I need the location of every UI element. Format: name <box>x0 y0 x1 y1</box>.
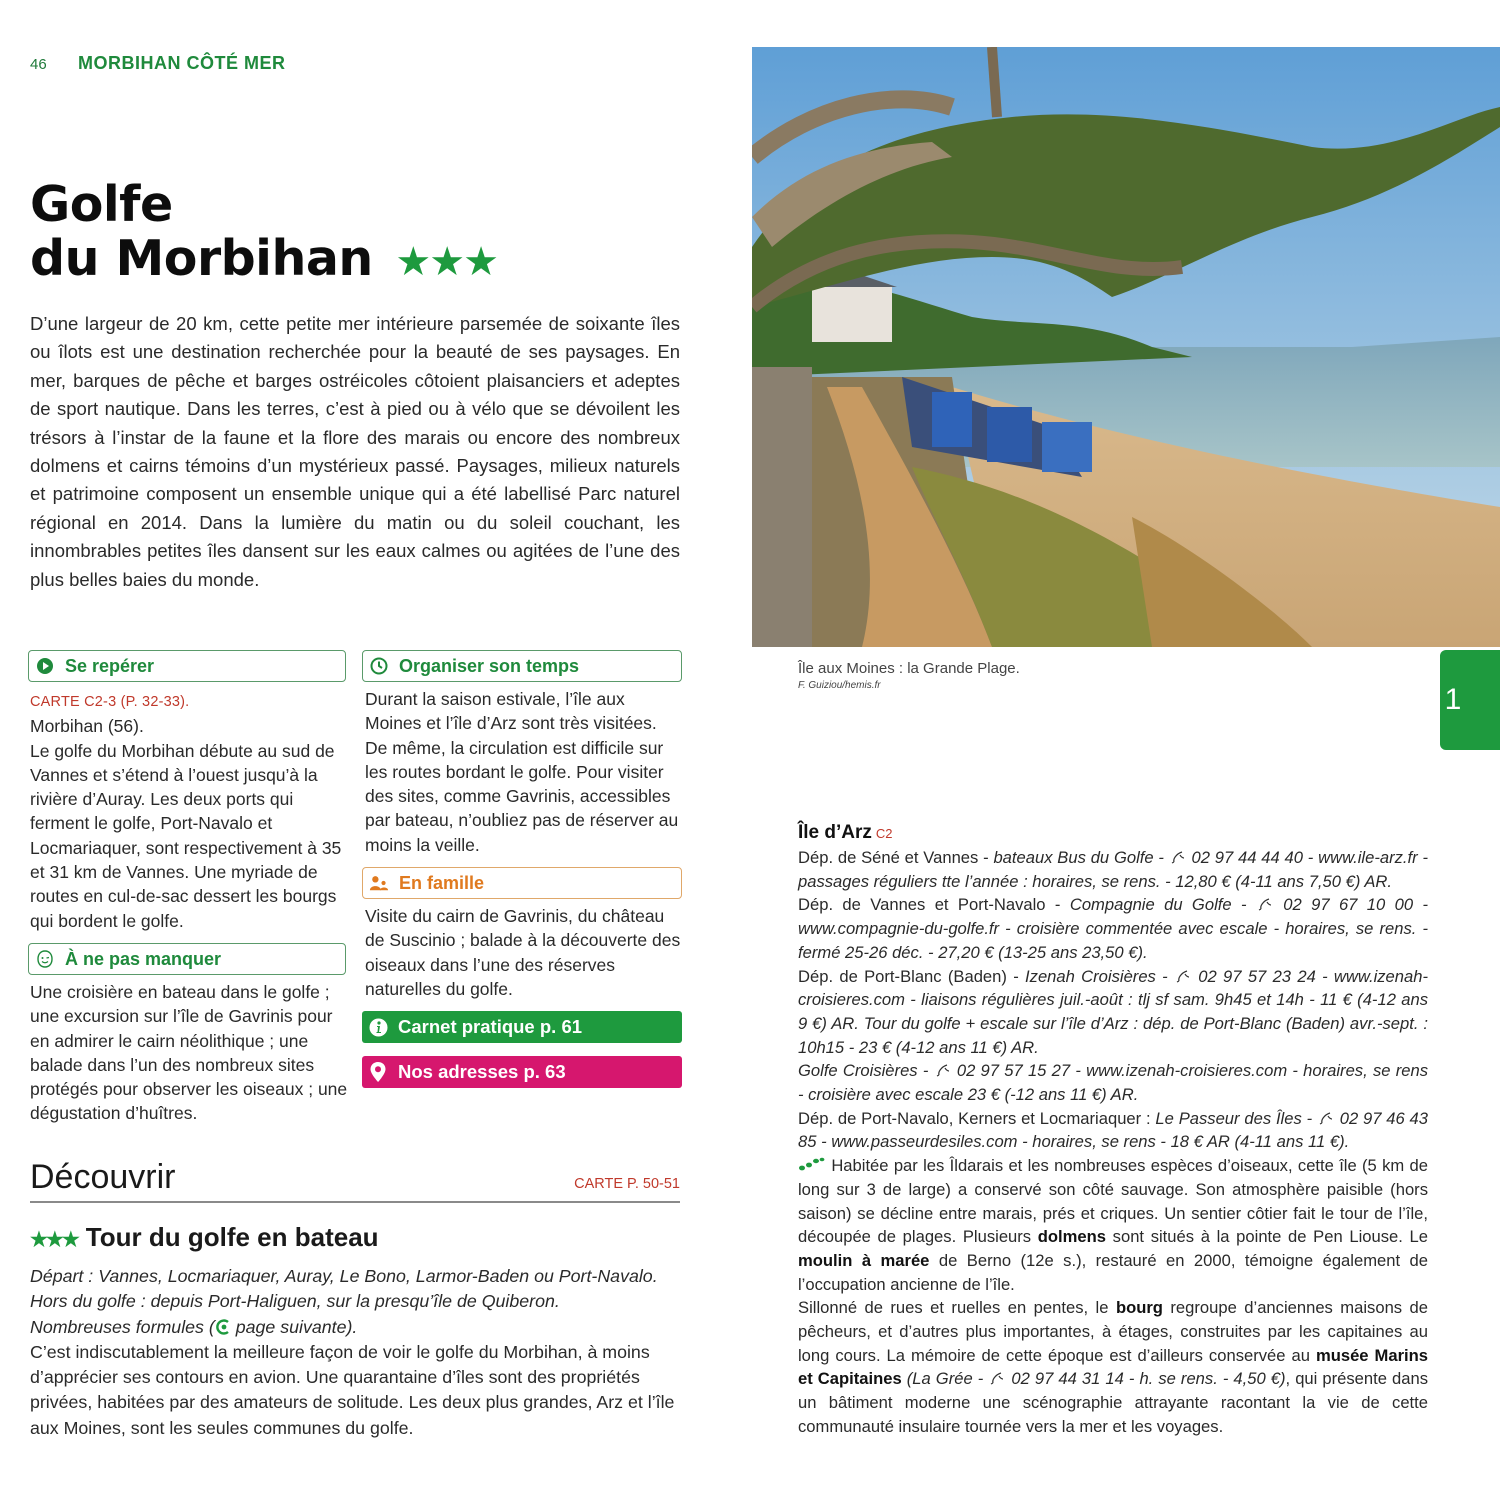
clock-icon <box>369 656 389 676</box>
box-title: Organiser son temps <box>399 655 580 676</box>
entry-details: 02 97 57 23 24 - www.izenah-croisieres.com - liaisons régulières juil.-août : tlj sf sam. 9h45 et 14h - 11 € (4-12 ans 9 €) AR. Tour du golfe + escale sur l’île d’Arz : dép. de Port-Blanc (Baden) avr.-sept. : 10h15 - 23 € (4-12 ans 11 €) AR. <box>798 966 1428 1057</box>
rating-stars-icon: ★★★ <box>30 1229 78 1251</box>
running-head <box>30 53 286 74</box>
desc-text: (La Grée - <box>901 1369 989 1389</box>
se-reperer-content <box>30 690 345 933</box>
section-heading-decouvrir: Découvrir <box>30 1158 176 1196</box>
transport-entry <box>798 846 1428 893</box>
box-header-en-famille <box>362 867 682 899</box>
rating-stars-icon: ★★★ <box>395 239 497 285</box>
map-grid-reference: C2 <box>875 826 893 841</box>
see-also-icon <box>215 1317 231 1337</box>
tour-body <box>30 1264 682 1441</box>
phone-icon <box>1171 850 1185 864</box>
entry-operator: bateaux Bus du Golfe - <box>993 848 1169 867</box>
transport-entry <box>798 965 1428 1060</box>
se-reperer-text: Le golfe du Morbihan débute au sud de Vannes et s’étend à l’ouest jusqu’à la rivière d’Auray. Les deux ports qui ferment le golfe, Port-Navalo et Locmariaquer, sont respectivement à 35 et 31 km de Vannes. Une myriade de routes en cul-de-sac dessert les bourgs qui bordent le golfe. <box>30 740 342 931</box>
desc-text: , qui présente dans un bâtiment moderne une scénographie attrayante racontant la vie de cette communauté insulaire tournée vers la mer et les voyages. <box>798 1369 1428 1436</box>
title-line-2: du Morbihan <box>30 230 373 287</box>
entry-operator: Compagnie du Golfe - <box>1069 895 1256 915</box>
box-title: Se repérer <box>65 655 155 676</box>
desc-text: Habitée par les Îldarais et les nombreuses espèces d’oiseaux, cette île (5 km de long sur 3 de large) a conservé son côté sauvage. Son atmosphère paisible (hors saison) se décline entre marais, prés et criques. Un sentier côtier fait le tour de l’île, découpée de plages. Plusieurs <box>798 1156 1428 1247</box>
box-header-organiser <box>362 650 682 682</box>
entry-departure: Dép. de Port-Blanc (Baden) - <box>798 966 1026 986</box>
family-icon <box>369 873 389 893</box>
nos-adresses-link[interactable] <box>362 1056 682 1088</box>
en-famille-text: Visite du cairn de Gavrinis, du château de Suscinio ; balade à la découverte des oiseaux dans l’une des réserves naturelles du golfe. <box>365 906 681 999</box>
entry-operator: Le Passeur des Îles - <box>1155 1108 1317 1128</box>
smiley-face-icon <box>35 949 55 969</box>
formulas-text: Nombreuses formules ( <box>30 1316 215 1337</box>
entry-details: 02 97 44 44 40 - www.ile-arz.fr - passages réguliers tte l’année : horaires, se rens. - 12,80 € (4-11 ans 7,50 €) AR. <box>798 848 1428 891</box>
page-title <box>30 178 497 289</box>
tour-title: Tour du golfe en bateau <box>85 1222 379 1252</box>
desc-text: sont situés à la pointe de Pen Liouse. Le <box>1106 1227 1428 1247</box>
entry-operator: Golfe Croisières - <box>798 1061 934 1081</box>
highlight-musee: musée Marins et Capitaines <box>798 1345 1429 1389</box>
tour-formulas <box>30 1315 682 1340</box>
photo-credit: F. Guiziou/hemis.fr <box>798 680 881 691</box>
transport-entry <box>798 1059 1428 1106</box>
section-name: MORBIHAN CÔTÉ MER <box>78 53 286 73</box>
link-label: Carnet pratique p. 61 <box>398 1016 583 1037</box>
footsteps-icon <box>798 1157 826 1171</box>
ile-arz-title: Île d’Arz <box>798 822 872 843</box>
entry-departure: Dép. de Vannes et Port-Navalo - <box>798 895 1070 915</box>
chapter-tab <box>1440 650 1500 750</box>
photo-caption: Île aux Moines : la Grande Plage. <box>798 660 1020 677</box>
description-paragraph <box>798 1154 1428 1296</box>
department: Morbihan (56). <box>30 716 144 737</box>
entry-details: 02 97 46 43 85 - www.passeurdesiles.com - horaires, se rens - 18 € AR (4-11 ans 11 €). <box>798 1108 1428 1152</box>
desc-text: regroupe d’anciennes maisons de pêcheurs, et d’autres plus importantes, à étages, construites par les capitaines au long cours. La mémoire de cette époque est d’ailleurs conservée au <box>798 1298 1429 1365</box>
highlight-dolmens: dolmens <box>1037 1227 1106 1247</box>
ile-arz-body <box>798 846 1428 1439</box>
ile-arz-heading <box>798 822 893 844</box>
formulas-text: page suivante). <box>230 1316 358 1337</box>
entry-details: 02 97 67 10 00 - www.compagnie-du-golfe.fr - croisière commentée avec escale - horaires, se rens. - fermé 25-26 déc. - 27,20 € (13-25 ans 23,50 €). <box>798 895 1428 962</box>
photo-ile-aux-moines <box>752 47 1500 647</box>
phone-icon <box>1258 897 1272 911</box>
page-number: 46 <box>30 56 47 73</box>
phone-icon <box>990 1371 1004 1385</box>
title-line-1: Golfe <box>30 176 173 233</box>
phone-icon <box>1176 969 1190 983</box>
tour-outside: Hors du golfe : depuis Port-Haliguen, sur la presqu’île de Quiberon. <box>30 1291 560 1312</box>
entry-details: 02 97 57 15 27 - www.izenah-croisieres.com - horaires, se rens - croisière avec escale 23 € (-12 ans 11 €) AR. <box>798 1061 1428 1105</box>
highlight-bourg: bourg <box>1115 1298 1163 1318</box>
play-circle-icon <box>35 656 55 676</box>
map-reference: CARTE P. 50-51 <box>574 1176 680 1192</box>
desc-text: 02 97 44 31 14 - h. se rens. - 4,50 €) <box>1006 1369 1286 1389</box>
phone-icon <box>936 1063 950 1077</box>
entry-operator: Izenah Croisières - <box>1025 966 1174 986</box>
ne-pas-manquer-text: Une croisière en bateau dans le golfe ; une excursion sur l’île de Gavrinis pour en admirer le cairn néolithique ; une balade dans l’un des nombreux sites protégés pour observer les oiseaux ; une dégustation d’huîtres. <box>30 982 348 1124</box>
map-reference: CARTE C2-3 (P. 32-33). <box>30 694 190 710</box>
desc-text: Sillonné de rues et ruelles en pentes, le <box>798 1298 1116 1318</box>
transport-entry <box>798 893 1428 964</box>
section-divider <box>30 1201 680 1203</box>
intro-paragraph: D’une largeur de 20 km, cette petite mer intérieure parsemée de soixante îles ou îlots est une destination recherchée pour la beauté de ses paysages. En mer, barques de pêche et barges ostréicoles côtoient plaisanciers et adeptes de sport nautique. Dans les terres, c’est à pied ou à vélo que se dévoilent les trésors à l’instar de la faune et la flore des marais ou encore des nombreux dolmens et cairns témoins d’un mystérieux passé. Paysages, milieux naturels et patrimoine composent un ensemble unique qui a été labellisé Parc naturel régional en 2014. Dans la lumière du matin ou du soleil couchant, les innombrables petites îles dansent sur les eaux calmes ou agitées de l’une des plus belles baies du monde. <box>30 313 680 590</box>
entry-departure: Dép. de Séné et Vannes - <box>798 848 994 867</box>
location-pin-icon <box>368 1062 388 1082</box>
tour-heading <box>30 1222 379 1253</box>
tour-text: C’est indiscutablement la meilleure façon de voir le golfe du Morbihan, à moins d’apprécier ses contours en avion. Une quarantaine d’îles sont des propriétés privées, habitées par des amateurs de solitude. Les deux plus grandes, Arz et l’île aux Moines, sont les seules communes du golfe. <box>30 1341 675 1438</box>
desc-text: de Berno (12e s.), restauré en 2000, témoigne également de l’occupation ancienne de l’île. <box>798 1250 1428 1294</box>
description-paragraph <box>798 1296 1428 1438</box>
link-label: Nos adresses p. 63 <box>398 1061 566 1082</box>
carnet-pratique-link[interactable] <box>362 1011 682 1043</box>
highlight-moulin: moulin à marée <box>798 1250 930 1270</box>
tour-departures: Départ : Vannes, Locmariaquer, Auray, Le Bono, Larmor-Baden ou Port-Navalo. <box>30 1266 658 1286</box>
info-icon <box>368 1017 388 1037</box>
organiser-text: Durant la saison estivale, l’île aux Moines et l’île d’Arz sont très visitées. De même, la circulation est difficile sur les routes bordant le golfe. Pour visiter des sites, comme Gavrinis, accessibles par bateau, n’oubliez pas de réserver au moins la veille. <box>365 689 679 855</box>
entry-departure: Dép. de Port-Navalo, Kerners et Locmariaquer : <box>798 1108 1156 1128</box>
box-header-se-reperer <box>28 650 346 682</box>
transport-entry <box>798 1107 1428 1154</box>
box-title: À ne pas manquer <box>65 948 222 969</box>
box-title: En famille <box>399 872 485 893</box>
phone-icon <box>1319 1111 1333 1125</box>
chapter-number: 1 <box>1444 683 1462 716</box>
box-header-ne-pas-manquer <box>28 943 346 975</box>
